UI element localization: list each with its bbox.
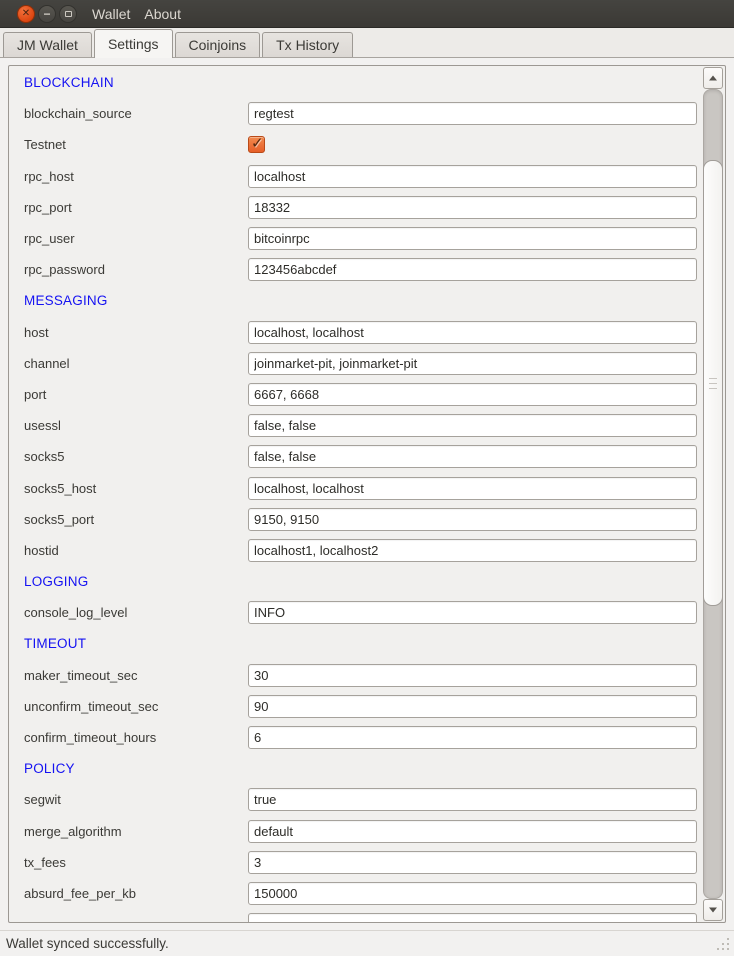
section-row <box>9 67 699 98</box>
status-bar <box>0 930 734 956</box>
field-label: hostid <box>24 542 59 558</box>
field-row <box>9 441 699 472</box>
scrollbar-track[interactable] <box>703 89 723 899</box>
tab-jm-wallet[interactable]: JM Wallet <box>3 32 92 57</box>
section-row <box>9 285 699 316</box>
field-label: merge_algorithm <box>24 823 122 839</box>
section-row <box>9 566 699 597</box>
input-tx-fees[interactable] <box>248 851 697 874</box>
field-label: console_log_level <box>24 605 128 621</box>
field-label: rpc_port <box>24 199 72 215</box>
input-blockchain-source[interactable] <box>248 102 697 125</box>
field-row <box>9 472 699 503</box>
minimize-icon: − <box>43 6 51 21</box>
field-row <box>9 878 699 909</box>
settings-form <box>9 66 699 922</box>
field-label: socks5 <box>24 449 65 465</box>
settings-viewport <box>9 66 699 922</box>
section-header-blockchain: BLOCKCHAIN <box>24 75 114 91</box>
titlebar <box>0 0 734 28</box>
input-channel[interactable] <box>248 352 697 375</box>
field-label: socks5_port <box>24 511 95 527</box>
field-row <box>9 192 699 223</box>
field-label: blockchain_source <box>24 106 132 122</box>
field-label: tx_fees <box>24 854 66 870</box>
field-row <box>9 660 699 691</box>
resize-grip[interactable] <box>717 938 730 951</box>
field-label: socks5_host <box>24 480 97 496</box>
input-port[interactable] <box>248 383 697 406</box>
input-socks5-host[interactable] <box>248 477 697 500</box>
section-row <box>9 753 699 784</box>
tab-tx-history[interactable]: Tx History <box>262 32 353 57</box>
field-label: rpc_password <box>24 262 105 278</box>
input-hostid[interactable] <box>248 539 697 562</box>
menu-about[interactable]: About <box>144 5 181 22</box>
status-text: Wallet synced successfully. <box>6 936 169 951</box>
field-row <box>9 317 699 348</box>
vertical-scrollbar <box>703 67 723 921</box>
input-usessl[interactable] <box>248 414 697 437</box>
tab-bar <box>0 28 734 58</box>
field-row <box>9 161 699 192</box>
field-row <box>9 847 699 878</box>
field-label: unconfirm_timeout_sec <box>24 698 159 714</box>
field-label: port <box>24 386 47 402</box>
scrollbar-down-button[interactable] <box>703 899 723 921</box>
scrollbar-up-button[interactable] <box>703 67 723 89</box>
input-host[interactable] <box>248 321 697 344</box>
scrollbar-grip-icon <box>709 383 717 384</box>
input-rpc-password[interactable] <box>248 258 697 281</box>
field-row <box>9 784 699 815</box>
input-rpc-host[interactable] <box>248 165 697 188</box>
field-row <box>9 348 699 379</box>
field-row <box>9 691 699 722</box>
field-row <box>9 379 699 410</box>
field-row <box>9 816 699 847</box>
input-merge-algorithm[interactable] <box>248 820 697 843</box>
field-row <box>9 597 699 628</box>
section-row <box>9 628 699 659</box>
input-maker-timeout-sec[interactable] <box>248 664 697 687</box>
field-row <box>9 722 699 753</box>
close-icon: ✕ <box>21 7 31 19</box>
section-header-messaging: MESSAGING <box>24 293 108 309</box>
field-row <box>9 909 699 922</box>
input-socks5[interactable] <box>248 445 697 468</box>
field-label: segwit <box>24 792 61 808</box>
field-row <box>9 129 699 160</box>
field-label: host <box>24 324 49 340</box>
field-label: absurd_fee_per_kb <box>24 885 137 901</box>
tab-settings[interactable]: Settings <box>94 29 173 58</box>
section-header-policy: POLICY <box>24 761 75 777</box>
field-row <box>9 535 699 566</box>
settings-page <box>0 58 734 930</box>
menu-wallet[interactable]: Wallet <box>92 5 131 22</box>
field-row <box>9 504 699 535</box>
input-partial[interactable] <box>248 913 697 922</box>
input-confirm-timeout-hours[interactable] <box>248 726 697 749</box>
field-label: channel <box>24 355 70 371</box>
arrow-up-icon <box>709 76 717 81</box>
field-row <box>9 410 699 441</box>
field-label: Testnet <box>24 137 66 153</box>
input-rpc-port[interactable] <box>248 196 697 219</box>
field-label: rpc_host <box>24 168 74 184</box>
section-header-timeout: TIMEOUT <box>24 636 87 652</box>
arrow-down-icon <box>709 908 717 913</box>
input-segwit[interactable] <box>248 788 697 811</box>
field-row <box>9 223 699 254</box>
menubar <box>85 0 188 28</box>
input-absurd-fee-per-kb[interactable] <box>248 882 697 905</box>
field-label: usessl <box>24 418 61 434</box>
input-socks5-port[interactable] <box>248 508 697 531</box>
maximize-icon <box>60 6 76 22</box>
input-console-log-level[interactable] <box>248 601 697 624</box>
testnet-checkbox[interactable] <box>248 136 265 153</box>
tab-coinjoins[interactable]: Coinjoins <box>175 32 261 57</box>
input-rpc-user[interactable] <box>248 227 697 250</box>
maximize-button[interactable] <box>59 5 77 23</box>
input-unconfirm-timeout-sec[interactable] <box>248 695 697 718</box>
settings-scroll-area <box>8 65 726 923</box>
field-label: maker_timeout_sec <box>24 667 138 683</box>
close-button[interactable] <box>17 5 35 23</box>
scrollbar-thumb[interactable] <box>703 160 723 606</box>
field-row <box>9 254 699 285</box>
section-header-logging: LOGGING <box>24 574 89 590</box>
field-row <box>9 98 699 129</box>
field-label: rpc_user <box>24 231 75 247</box>
minimize-button[interactable] <box>38 5 56 23</box>
field-label: confirm_timeout_hours <box>24 730 157 746</box>
